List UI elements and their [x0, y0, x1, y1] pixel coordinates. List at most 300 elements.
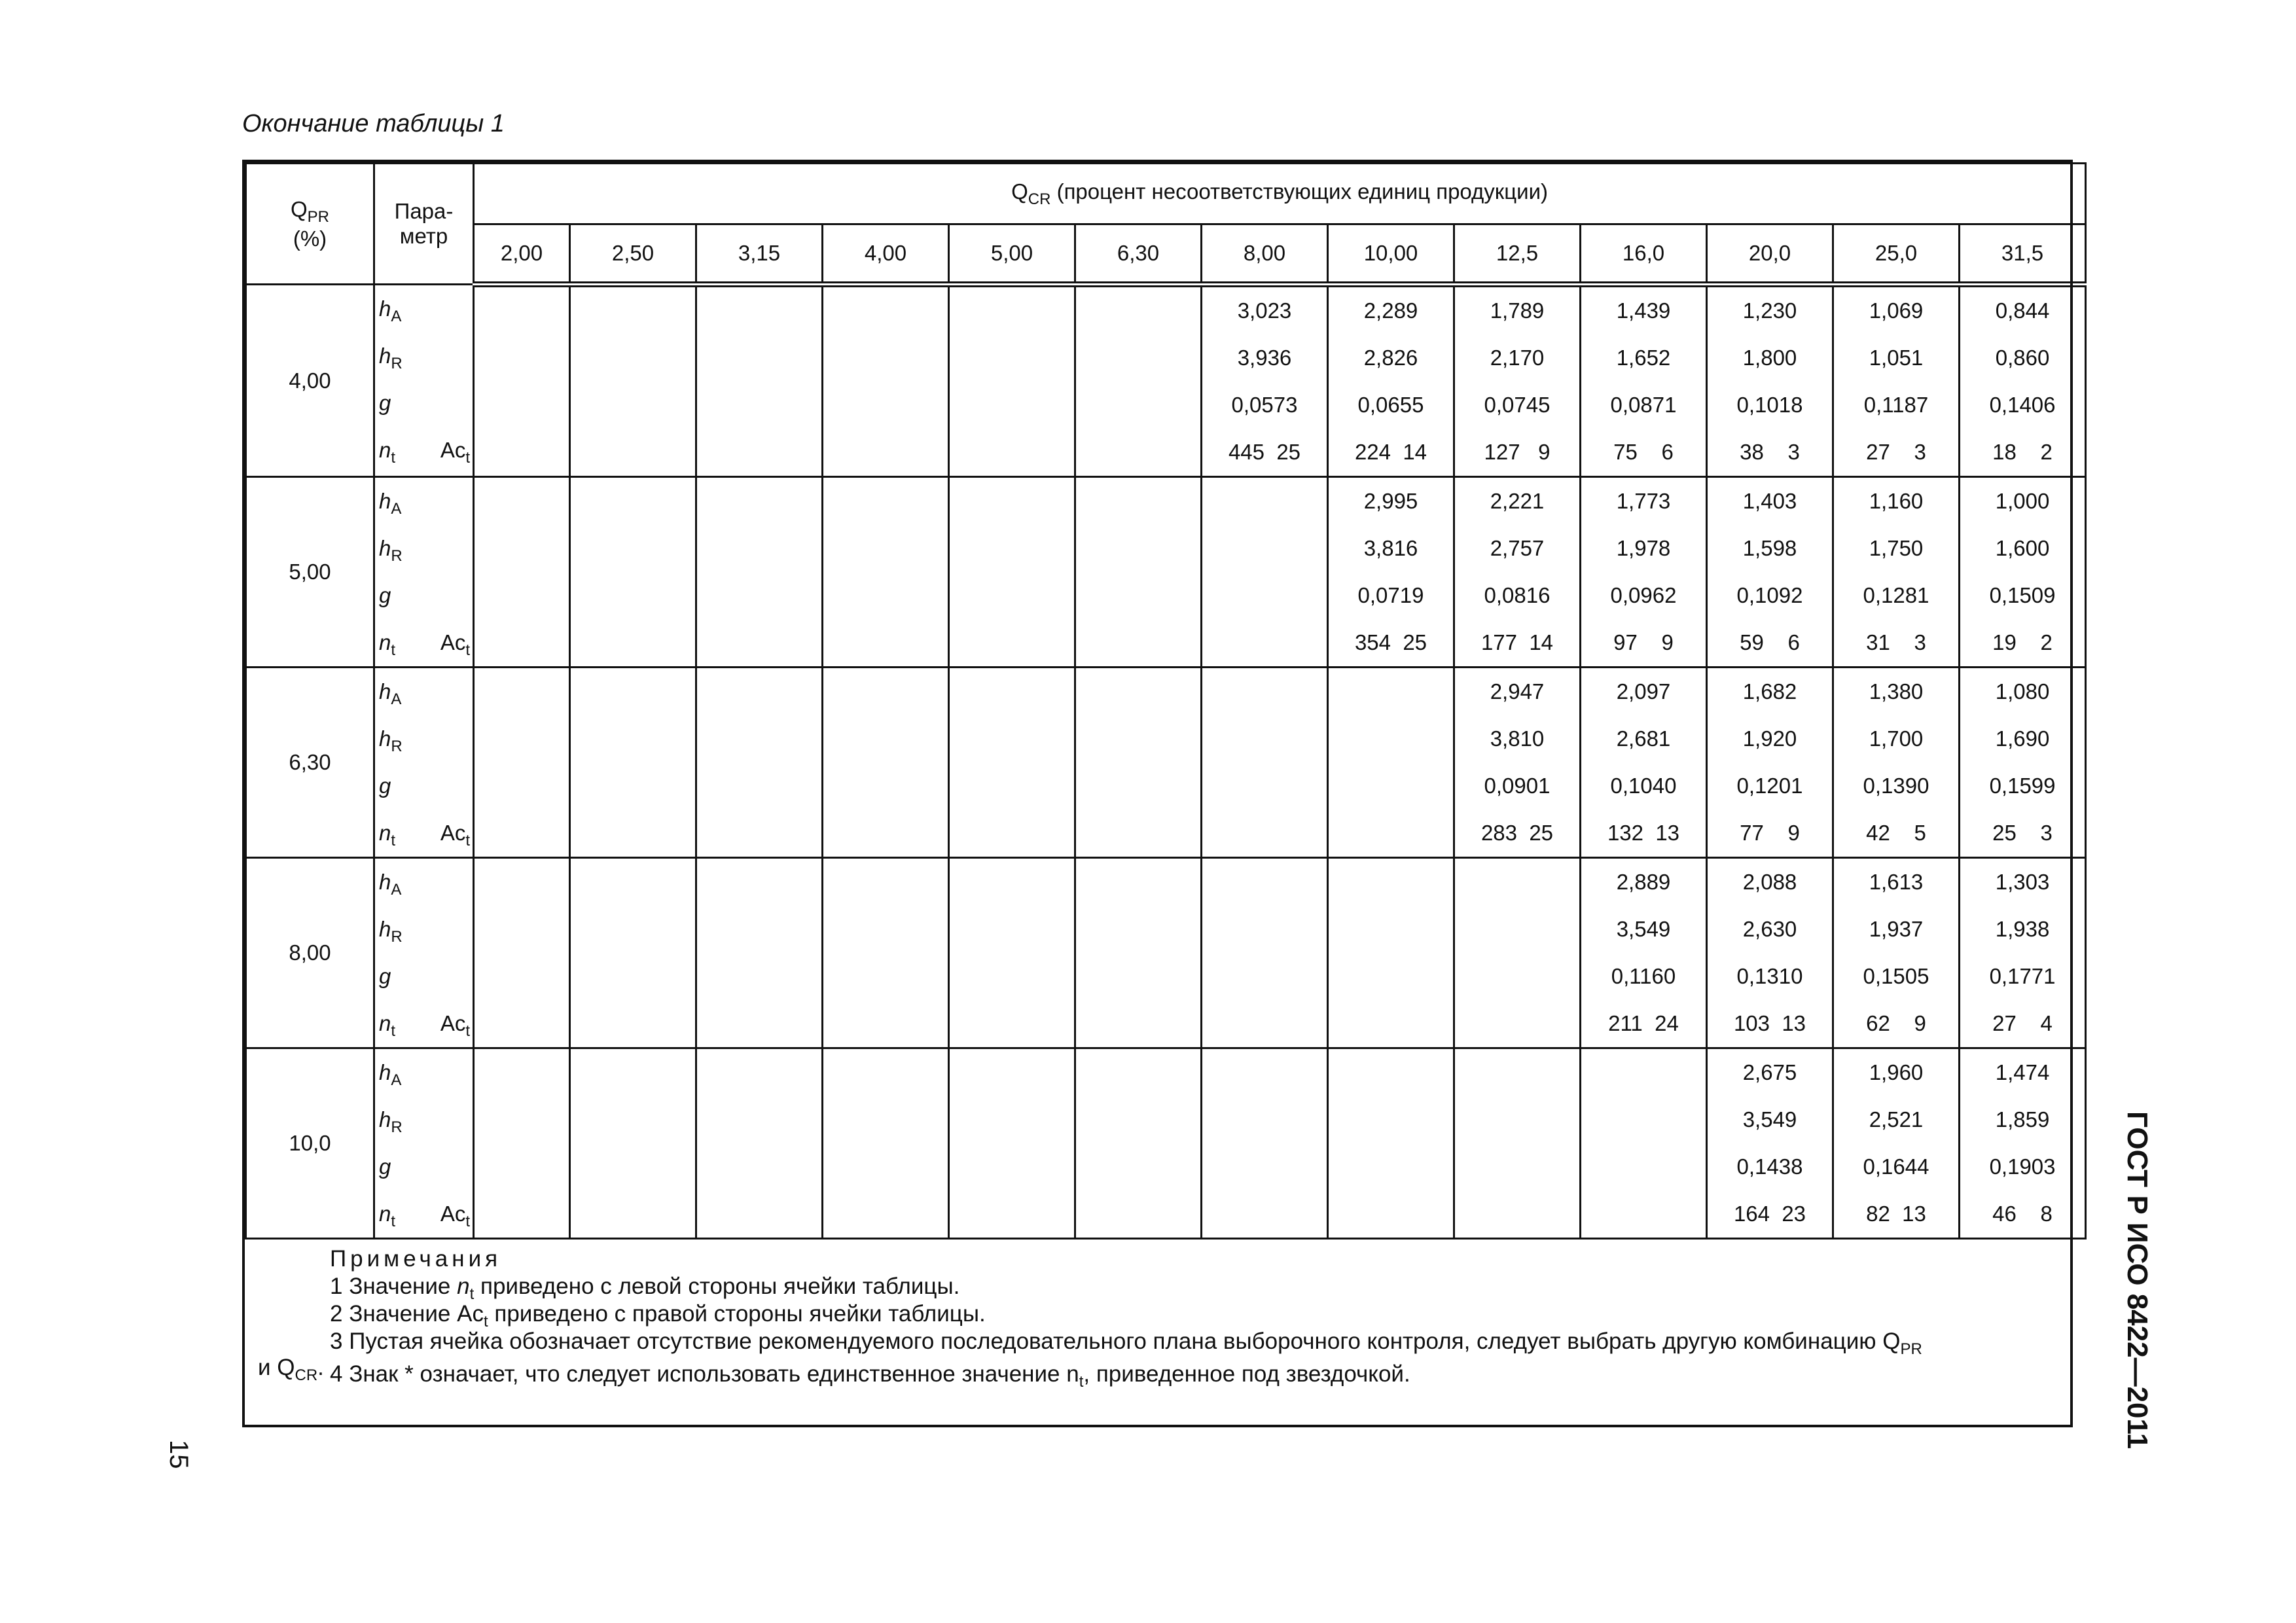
param-g-symbol: g	[379, 391, 391, 415]
param-g-symbol: g	[379, 583, 391, 607]
qcr-value-header: 20,0	[1707, 224, 1833, 285]
param-g-symbol: g	[379, 1154, 391, 1179]
empty-cell	[949, 477, 1075, 668]
value-line: 1,700	[1869, 726, 1924, 751]
value-line: 38 3	[1740, 440, 1800, 464]
empty-cell	[1075, 1048, 1202, 1239]
qcr-value-header: 8,00	[1202, 224, 1328, 285]
qcr-value-header: 12,5	[1454, 224, 1581, 285]
value-line: 224 14	[1354, 440, 1427, 464]
param-ha-subscript: A	[391, 308, 402, 325]
value-cell	[1707, 477, 1833, 668]
param-cell	[374, 668, 474, 858]
empty-cell	[1075, 858, 1202, 1048]
param-act-subscript: t	[465, 449, 470, 467]
param-nt-subscript: t	[391, 1022, 396, 1040]
value-line: 0,844	[1995, 298, 2050, 323]
param-ha	[379, 478, 473, 525]
value-line: 1,652	[1616, 346, 1671, 370]
empty-cell	[823, 1048, 949, 1239]
note-4	[330, 1361, 1410, 1396]
param-ha	[379, 859, 473, 906]
value-line: 1,403	[1742, 489, 1797, 513]
param-act-symbol: Ac	[440, 821, 466, 845]
empty-cell	[696, 668, 823, 858]
value-line: 1,000	[1995, 489, 2050, 513]
value-line: 0,1406	[1989, 393, 2056, 417]
param-nt-subscript: t	[391, 832, 396, 849]
page-number: 15	[164, 1440, 193, 1469]
value-line: 2,170	[1490, 346, 1545, 370]
param-nt-symbol: n	[379, 630, 391, 654]
value-line: 132 13	[1607, 821, 1680, 845]
value-line: 82 13	[1866, 1202, 1926, 1226]
empty-cell	[474, 858, 570, 1048]
table-row	[246, 668, 2086, 858]
value-line: 0,1509	[1989, 583, 2056, 607]
value-line: 27 3	[1866, 440, 1926, 464]
param-ha-subscript: A	[391, 881, 402, 899]
qcr-symbol: Q	[1011, 179, 1028, 204]
value-line: 19 2	[1992, 630, 2053, 654]
param-act	[440, 810, 470, 858]
param-ha-symbol: h	[379, 679, 391, 704]
value-line: 27 4	[1992, 1011, 2053, 1035]
value-line: 2,889	[1616, 870, 1671, 894]
value-line: 1,613	[1869, 870, 1924, 894]
note-4-text-a: 4 Знак * означает, что следует использовать единственное значение n	[330, 1361, 1079, 1387]
qcr-value-header: 16,0	[1581, 224, 1707, 285]
value-line: 1,598	[1742, 536, 1797, 560]
value-cell	[1833, 668, 1960, 858]
qcr-header	[474, 164, 2086, 224]
value-line: 3,936	[1237, 346, 1292, 370]
param-nt-act	[379, 810, 473, 857]
qcr-value-header: 10,00	[1328, 224, 1454, 285]
value-line: 283 25	[1480, 821, 1554, 845]
value-line: 0,0573	[1231, 393, 1298, 417]
empty-cell	[949, 285, 1075, 477]
param-hr-subscript: R	[391, 928, 403, 946]
note-3	[330, 1328, 1922, 1363]
value-line: 0,0745	[1484, 393, 1551, 417]
sampling-plan-table	[245, 162, 2087, 1240]
value-line: 1,600	[1995, 536, 2050, 560]
value-line: 1,682	[1742, 679, 1797, 704]
value-line: 0,1201	[1736, 774, 1803, 798]
value-line: 42 5	[1866, 821, 1926, 845]
param-act-subscript: t	[465, 1213, 470, 1230]
param-hr	[379, 906, 473, 953]
param-act	[440, 1000, 470, 1048]
value-cell	[1960, 285, 2086, 477]
note-1-text-b: приведено с левой стороны ячейки таблицы.	[474, 1274, 960, 1299]
empty-cell	[570, 285, 696, 477]
empty-cell	[696, 285, 823, 477]
param-hr-subscript: R	[391, 1118, 403, 1136]
param-g	[379, 572, 473, 619]
value-line: 1,160	[1869, 489, 1924, 513]
param-act-subscript: t	[465, 641, 470, 659]
qpr-subscript: PR	[307, 207, 329, 226]
empty-cell	[1075, 285, 1202, 477]
empty-cell	[474, 285, 570, 477]
note-1-text-a: 1 Значение	[330, 1274, 457, 1299]
param-act-subscript: t	[465, 1022, 470, 1040]
empty-cell	[474, 668, 570, 858]
note-2-text-a: 2 Значение Ac	[330, 1301, 484, 1327]
empty-cell	[949, 858, 1075, 1048]
value-line: 3,816	[1363, 536, 1418, 560]
param-ha-symbol: h	[379, 296, 391, 321]
empty-cell	[949, 668, 1075, 858]
value-line: 127 9	[1484, 440, 1551, 464]
value-line: 1,800	[1742, 346, 1797, 370]
note-2-text-b: приведено с правой стороны ячейки таблицы.	[488, 1301, 986, 1327]
param-g	[379, 1143, 473, 1190]
value-line: 0,1281	[1863, 583, 1929, 607]
value-cell	[1328, 285, 1454, 477]
value-line: 0,1771	[1989, 964, 2056, 988]
param-ha-symbol: h	[379, 489, 391, 513]
value-cell	[1581, 858, 1707, 1048]
param-nt-act	[379, 1190, 473, 1238]
param-header	[374, 164, 474, 285]
note-1-variable: n	[457, 1274, 470, 1299]
value-cell	[1833, 858, 1960, 1048]
param-hr-subscript: R	[391, 355, 403, 372]
qpr-value-cell: 6,30	[246, 668, 374, 858]
value-cell	[1328, 477, 1454, 668]
param-hr-symbol: h	[379, 344, 391, 368]
param-ha-symbol: h	[379, 870, 391, 894]
empty-cell	[1075, 477, 1202, 668]
empty-cell	[1202, 668, 1328, 858]
value-line: 1,937	[1869, 917, 1924, 941]
qcr-values-row	[246, 224, 2086, 285]
value-line: 2,675	[1742, 1060, 1797, 1084]
value-line: 0,1505	[1863, 964, 1929, 988]
qcr-value-header: 2,00	[474, 224, 570, 285]
qcr-description: (процент несоответствующих единиц продукции)	[1050, 179, 1549, 204]
param-ha	[379, 1049, 473, 1096]
value-line: 1,938	[1995, 917, 2050, 941]
value-line: 2,947	[1490, 679, 1545, 704]
table-frame	[242, 160, 2073, 1427]
param-nt-symbol: n	[379, 821, 391, 845]
value-line: 2,826	[1363, 346, 1418, 370]
qpr-header	[246, 164, 374, 285]
value-cell	[1833, 477, 1960, 668]
qpr-value-cell: 5,00	[246, 477, 374, 668]
param-hr-subscript: R	[391, 738, 403, 755]
value-line: 2,289	[1363, 298, 1418, 323]
value-line: 2,521	[1869, 1107, 1924, 1132]
value-line: 3,549	[1742, 1107, 1797, 1132]
value-cell	[1833, 285, 1960, 477]
value-line: 1,439	[1616, 298, 1671, 323]
param-cell	[374, 1048, 474, 1239]
value-line: 0,1018	[1736, 393, 1803, 417]
empty-cell	[1328, 858, 1454, 1048]
param-act-symbol: Ac	[440, 630, 466, 654]
value-line: 3,023	[1237, 298, 1292, 323]
value-cell	[1202, 285, 1328, 477]
empty-cell	[1328, 668, 1454, 858]
value-line: 62 9	[1866, 1011, 1926, 1035]
value-cell	[1707, 858, 1833, 1048]
table-row	[246, 285, 2086, 477]
empty-cell	[570, 1048, 696, 1239]
note-3-cont-text: и Q	[258, 1355, 295, 1380]
value-cell	[1707, 668, 1833, 858]
empty-cell	[823, 477, 949, 668]
value-line: 1,773	[1616, 489, 1671, 513]
empty-cell	[1454, 1048, 1581, 1239]
value-line: 3,810	[1490, 726, 1545, 751]
empty-cell	[696, 477, 823, 668]
value-line: 1,380	[1869, 679, 1924, 704]
qcr-value-header: 2,50	[570, 224, 696, 285]
note-3-subscript: PR	[1900, 1340, 1922, 1358]
value-line: 0,1040	[1610, 774, 1677, 798]
param-act-subscript: t	[465, 832, 470, 849]
value-line: 0,1903	[1989, 1154, 2056, 1179]
param-hr-symbol: h	[379, 536, 391, 560]
empty-cell	[1075, 668, 1202, 858]
value-line: 1,789	[1490, 298, 1545, 323]
param-nt-symbol: n	[379, 438, 391, 462]
param-ha-symbol: h	[379, 1060, 391, 1084]
note-3-cont-subscript: CR	[295, 1366, 318, 1384]
param-header-line2: метр	[399, 224, 448, 248]
param-nt-symbol: n	[379, 1202, 391, 1226]
qpr-symbol: Q	[290, 196, 308, 221]
value-cell	[1581, 285, 1707, 477]
qcr-value-header: 6,30	[1075, 224, 1202, 285]
param-cell	[374, 477, 474, 668]
value-line: 1,859	[1995, 1107, 2050, 1132]
param-act	[440, 427, 470, 477]
value-cell	[1960, 858, 2086, 1048]
value-cell	[1707, 285, 1833, 477]
value-line: 354 25	[1354, 630, 1427, 654]
value-cell	[1454, 285, 1581, 477]
param-hr	[379, 525, 473, 572]
empty-cell	[1328, 1048, 1454, 1239]
param-g-symbol: g	[379, 964, 391, 988]
value-line: 1,920	[1742, 726, 1797, 751]
document-standard-title: ГОСТ Р ИСО 8422—2011	[2121, 1111, 2153, 1450]
value-line: 2,757	[1490, 536, 1545, 560]
value-line: 177 14	[1480, 630, 1554, 654]
empty-cell	[570, 668, 696, 858]
value-line: 1,230	[1742, 298, 1797, 323]
value-line: 75 6	[1613, 440, 1674, 464]
value-line: 2,681	[1616, 726, 1671, 751]
empty-cell	[1581, 1048, 1707, 1239]
param-hr-symbol: h	[379, 1107, 391, 1132]
value-line: 2,995	[1363, 489, 1418, 513]
param-nt-subscript: t	[391, 641, 396, 659]
note-2-subscript: t	[483, 1313, 488, 1330]
param-g	[379, 953, 473, 1000]
value-cell	[1581, 668, 1707, 858]
empty-cell	[1202, 477, 1328, 668]
param-hr	[379, 1096, 473, 1143]
param-hr	[379, 715, 473, 762]
table-caption: Окончание таблицы 1	[242, 110, 505, 137]
value-line: 1,750	[1869, 536, 1924, 560]
qpr-value-cell: 10,0	[246, 1048, 374, 1239]
value-line: 445 25	[1228, 440, 1301, 464]
empty-cell	[570, 858, 696, 1048]
qpr-unit: (%)	[293, 226, 327, 251]
value-line: 1,960	[1869, 1060, 1924, 1084]
value-line: 1,303	[1995, 870, 2050, 894]
qcr-value-header: 25,0	[1833, 224, 1960, 285]
value-line: 0,1644	[1863, 1154, 1929, 1179]
note-3-continuation	[258, 1354, 324, 1389]
value-line: 0,1599	[1989, 774, 2056, 798]
notes-block	[245, 1232, 2070, 1425]
empty-cell	[1202, 1048, 1328, 1239]
value-line: 0,1390	[1863, 774, 1929, 798]
empty-cell	[696, 1048, 823, 1239]
table-row	[246, 1048, 2086, 1239]
note-3-end: .	[317, 1355, 324, 1380]
qcr-value-header: 4,00	[823, 224, 949, 285]
value-cell	[1454, 477, 1581, 668]
param-ha-subscript: A	[391, 500, 402, 518]
note-3-text: 3 Пустая ячейка обозначает отсутствие рекомендуемого последовательного плана выборочного контроля, следует выбрать другую комбинацию Q	[330, 1329, 1901, 1354]
value-line: 31 3	[1866, 630, 1926, 654]
value-line: 0,0901	[1484, 774, 1551, 798]
param-nt-subscript: t	[391, 1213, 396, 1230]
value-line: 103 13	[1733, 1011, 1806, 1035]
param-ha	[379, 668, 473, 715]
param-nt-act	[379, 1000, 473, 1047]
param-ha-subscript: A	[391, 690, 402, 708]
value-line: 211 24	[1608, 1011, 1679, 1035]
value-line: 3,549	[1616, 917, 1671, 941]
value-cell	[1960, 668, 2086, 858]
empty-cell	[823, 285, 949, 477]
value-cell	[1960, 1048, 2086, 1239]
table-row	[246, 858, 2086, 1048]
note-4-text-b: , приведенное под звездочкой.	[1083, 1361, 1410, 1387]
value-line: 0,1160	[1611, 964, 1676, 988]
param-hr-symbol: h	[379, 726, 391, 751]
param-g	[379, 380, 473, 427]
value-line: 0,1438	[1736, 1154, 1803, 1179]
param-nt-subscript: t	[391, 449, 396, 467]
qpr-value-cell: 8,00	[246, 858, 374, 1048]
notes-title: Примечания	[330, 1246, 502, 1272]
value-cell	[1454, 668, 1581, 858]
value-line: 0,0962	[1610, 583, 1677, 607]
param-act-symbol: Ac	[440, 1011, 466, 1035]
param-cell	[374, 285, 474, 477]
empty-cell	[474, 477, 570, 668]
value-line: 0,0816	[1484, 583, 1551, 607]
empty-cell	[1202, 858, 1328, 1048]
value-line: 0,0655	[1357, 393, 1424, 417]
qcr-value-header: 31,5	[1960, 224, 2086, 285]
empty-cell	[696, 858, 823, 1048]
empty-cell	[570, 477, 696, 668]
value-cell	[1833, 1048, 1960, 1239]
value-line: 0,1092	[1736, 583, 1803, 607]
param-g	[379, 762, 473, 810]
empty-cell	[1454, 858, 1581, 1048]
param-hr-symbol: h	[379, 917, 391, 941]
value-line: 18 2	[1992, 440, 2053, 464]
param-nt-act	[379, 427, 473, 474]
value-line: 2,221	[1490, 489, 1545, 513]
value-cell	[1960, 477, 2086, 668]
param-header-line1: Пара-	[394, 199, 454, 223]
empty-cell	[823, 858, 949, 1048]
param-ha-subscript: A	[391, 1071, 402, 1089]
qpr-value-cell: 4,00	[246, 285, 374, 477]
value-line: 0,0719	[1357, 583, 1424, 607]
value-line: 2,097	[1616, 679, 1671, 704]
qcr-value-header: 5,00	[949, 224, 1075, 285]
param-g-symbol: g	[379, 774, 391, 798]
value-line: 1,080	[1995, 679, 2050, 704]
value-line: 0,1310	[1736, 964, 1803, 988]
value-line: 1,474	[1995, 1060, 2050, 1084]
table-row	[246, 477, 2086, 668]
value-line: 25 3	[1992, 821, 2053, 845]
empty-cell	[949, 1048, 1075, 1239]
qcr-subscript: CR	[1028, 190, 1051, 208]
param-act-symbol: Ac	[440, 438, 466, 462]
param-cell	[374, 858, 474, 1048]
value-line: 1,978	[1616, 536, 1671, 560]
value-line: 97 9	[1613, 630, 1674, 654]
value-cell	[1581, 477, 1707, 668]
qcr-value-header: 3,15	[696, 224, 823, 285]
note-4-subscript: t	[1079, 1373, 1084, 1391]
note-1-subscript: t	[469, 1285, 475, 1303]
param-nt-symbol: n	[379, 1011, 391, 1035]
value-line: 0,0871	[1610, 393, 1677, 417]
value-line: 77 9	[1740, 821, 1800, 845]
value-line: 2,630	[1742, 917, 1797, 941]
value-line: 1,690	[1995, 726, 2050, 751]
value-line: 59 6	[1740, 630, 1800, 654]
value-line: 0,1187	[1863, 393, 1929, 417]
value-line: 2,088	[1742, 870, 1797, 894]
param-act	[440, 619, 470, 668]
value-line: 164 23	[1733, 1202, 1806, 1226]
param-hr-subscript: R	[391, 547, 403, 565]
param-ha	[379, 285, 473, 332]
param-hr	[379, 332, 473, 380]
value-line: 46 8	[1992, 1202, 2053, 1226]
value-line: 1,069	[1869, 298, 1924, 323]
value-line: 1,051	[1869, 346, 1924, 370]
table-body	[246, 285, 2086, 1239]
param-nt-act	[379, 619, 473, 666]
value-line: 0,860	[1995, 346, 2050, 370]
value-cell	[1707, 1048, 1833, 1239]
param-act-symbol: Ac	[440, 1202, 466, 1226]
empty-cell	[823, 668, 949, 858]
param-act	[440, 1190, 470, 1239]
